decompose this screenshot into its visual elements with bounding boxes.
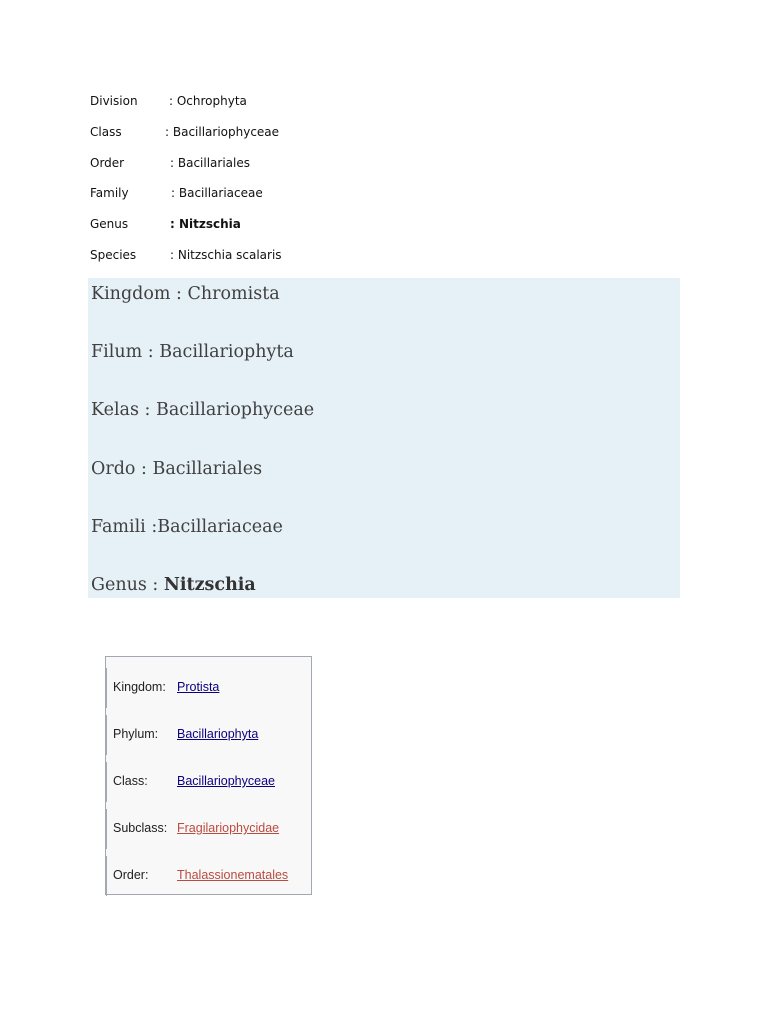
taxobox-row-subclass	[106, 806, 311, 850]
taxonomy-row-genus	[90, 217, 390, 248]
row-divider	[106, 668, 107, 708]
taxonomy-row-family	[90, 186, 390, 217]
taxobox	[105, 656, 312, 895]
taxobox-label: Kingdom:	[113, 680, 166, 694]
taxobox-link-thalassionematales[interactable]: Thalassionematales	[177, 868, 289, 882]
taxobox-link-protista[interactable]: Protista	[177, 680, 220, 694]
shaded-line-ordo: Ordo : Bacillariales	[91, 459, 263, 479]
row-label: Species	[90, 248, 137, 262]
taxobox-link-fragilariophycidae[interactable]: Fragilariophycidae	[177, 821, 280, 835]
taxobox-link-bacillariophyta[interactable]: Bacillariophyta	[177, 727, 259, 741]
row-divider	[106, 856, 107, 896]
row-label: Genus	[90, 217, 129, 232]
taxonomy-row-order	[90, 156, 390, 187]
row-value: : Nitzschia	[170, 217, 241, 232]
taxobox-label: Order:	[113, 868, 149, 882]
shaded-line-genus-label: Genus :	[91, 575, 164, 595]
taxobox-row-kingdom	[106, 665, 311, 709]
taxonomy-row-division	[90, 94, 390, 125]
shaded-line-famili: Famili :Bacillariaceae	[91, 517, 283, 537]
shaded-line-genus	[91, 575, 256, 595]
row-label: Division	[90, 94, 138, 108]
taxobox-label: Phylum:	[113, 727, 159, 741]
taxonomy-row-species	[90, 248, 390, 279]
row-label: Family	[90, 186, 129, 201]
taxobox-link-bacillariophyceae[interactable]: Bacillariophyceae	[177, 774, 275, 788]
row-value: : Bacillariales	[170, 155, 250, 170]
row-divider	[106, 809, 107, 849]
row-value: : Ochrophyta	[169, 94, 247, 108]
taxobox-row-phylum	[106, 712, 311, 756]
shaded-line-filum: Filum : Bacillariophyta	[91, 342, 294, 362]
row-value: : Bacillariaceae	[171, 186, 263, 201]
row-value: : Nitzschia scalaris	[170, 248, 282, 262]
shaded-line-kingdom: Kingdom : Chromista	[91, 284, 280, 304]
row-divider	[106, 762, 107, 802]
taxobox-row-class	[106, 759, 311, 803]
shaded-taxonomy-box	[88, 278, 680, 598]
shaded-line-genus-value: Nitzschia	[163, 575, 256, 595]
row-value: : Bacillariophyceae	[165, 124, 280, 139]
taxonomy-row-class	[90, 125, 390, 156]
taxobox-row-order	[106, 853, 311, 897]
row-divider	[106, 715, 107, 755]
row-label: Class	[90, 124, 122, 139]
row-label: Order	[90, 155, 125, 170]
shaded-line-kelas: Kelas : Bacillariophyceae	[91, 400, 315, 420]
taxobox-label: Subclass:	[113, 821, 168, 835]
taxobox-label: Class:	[113, 774, 148, 788]
